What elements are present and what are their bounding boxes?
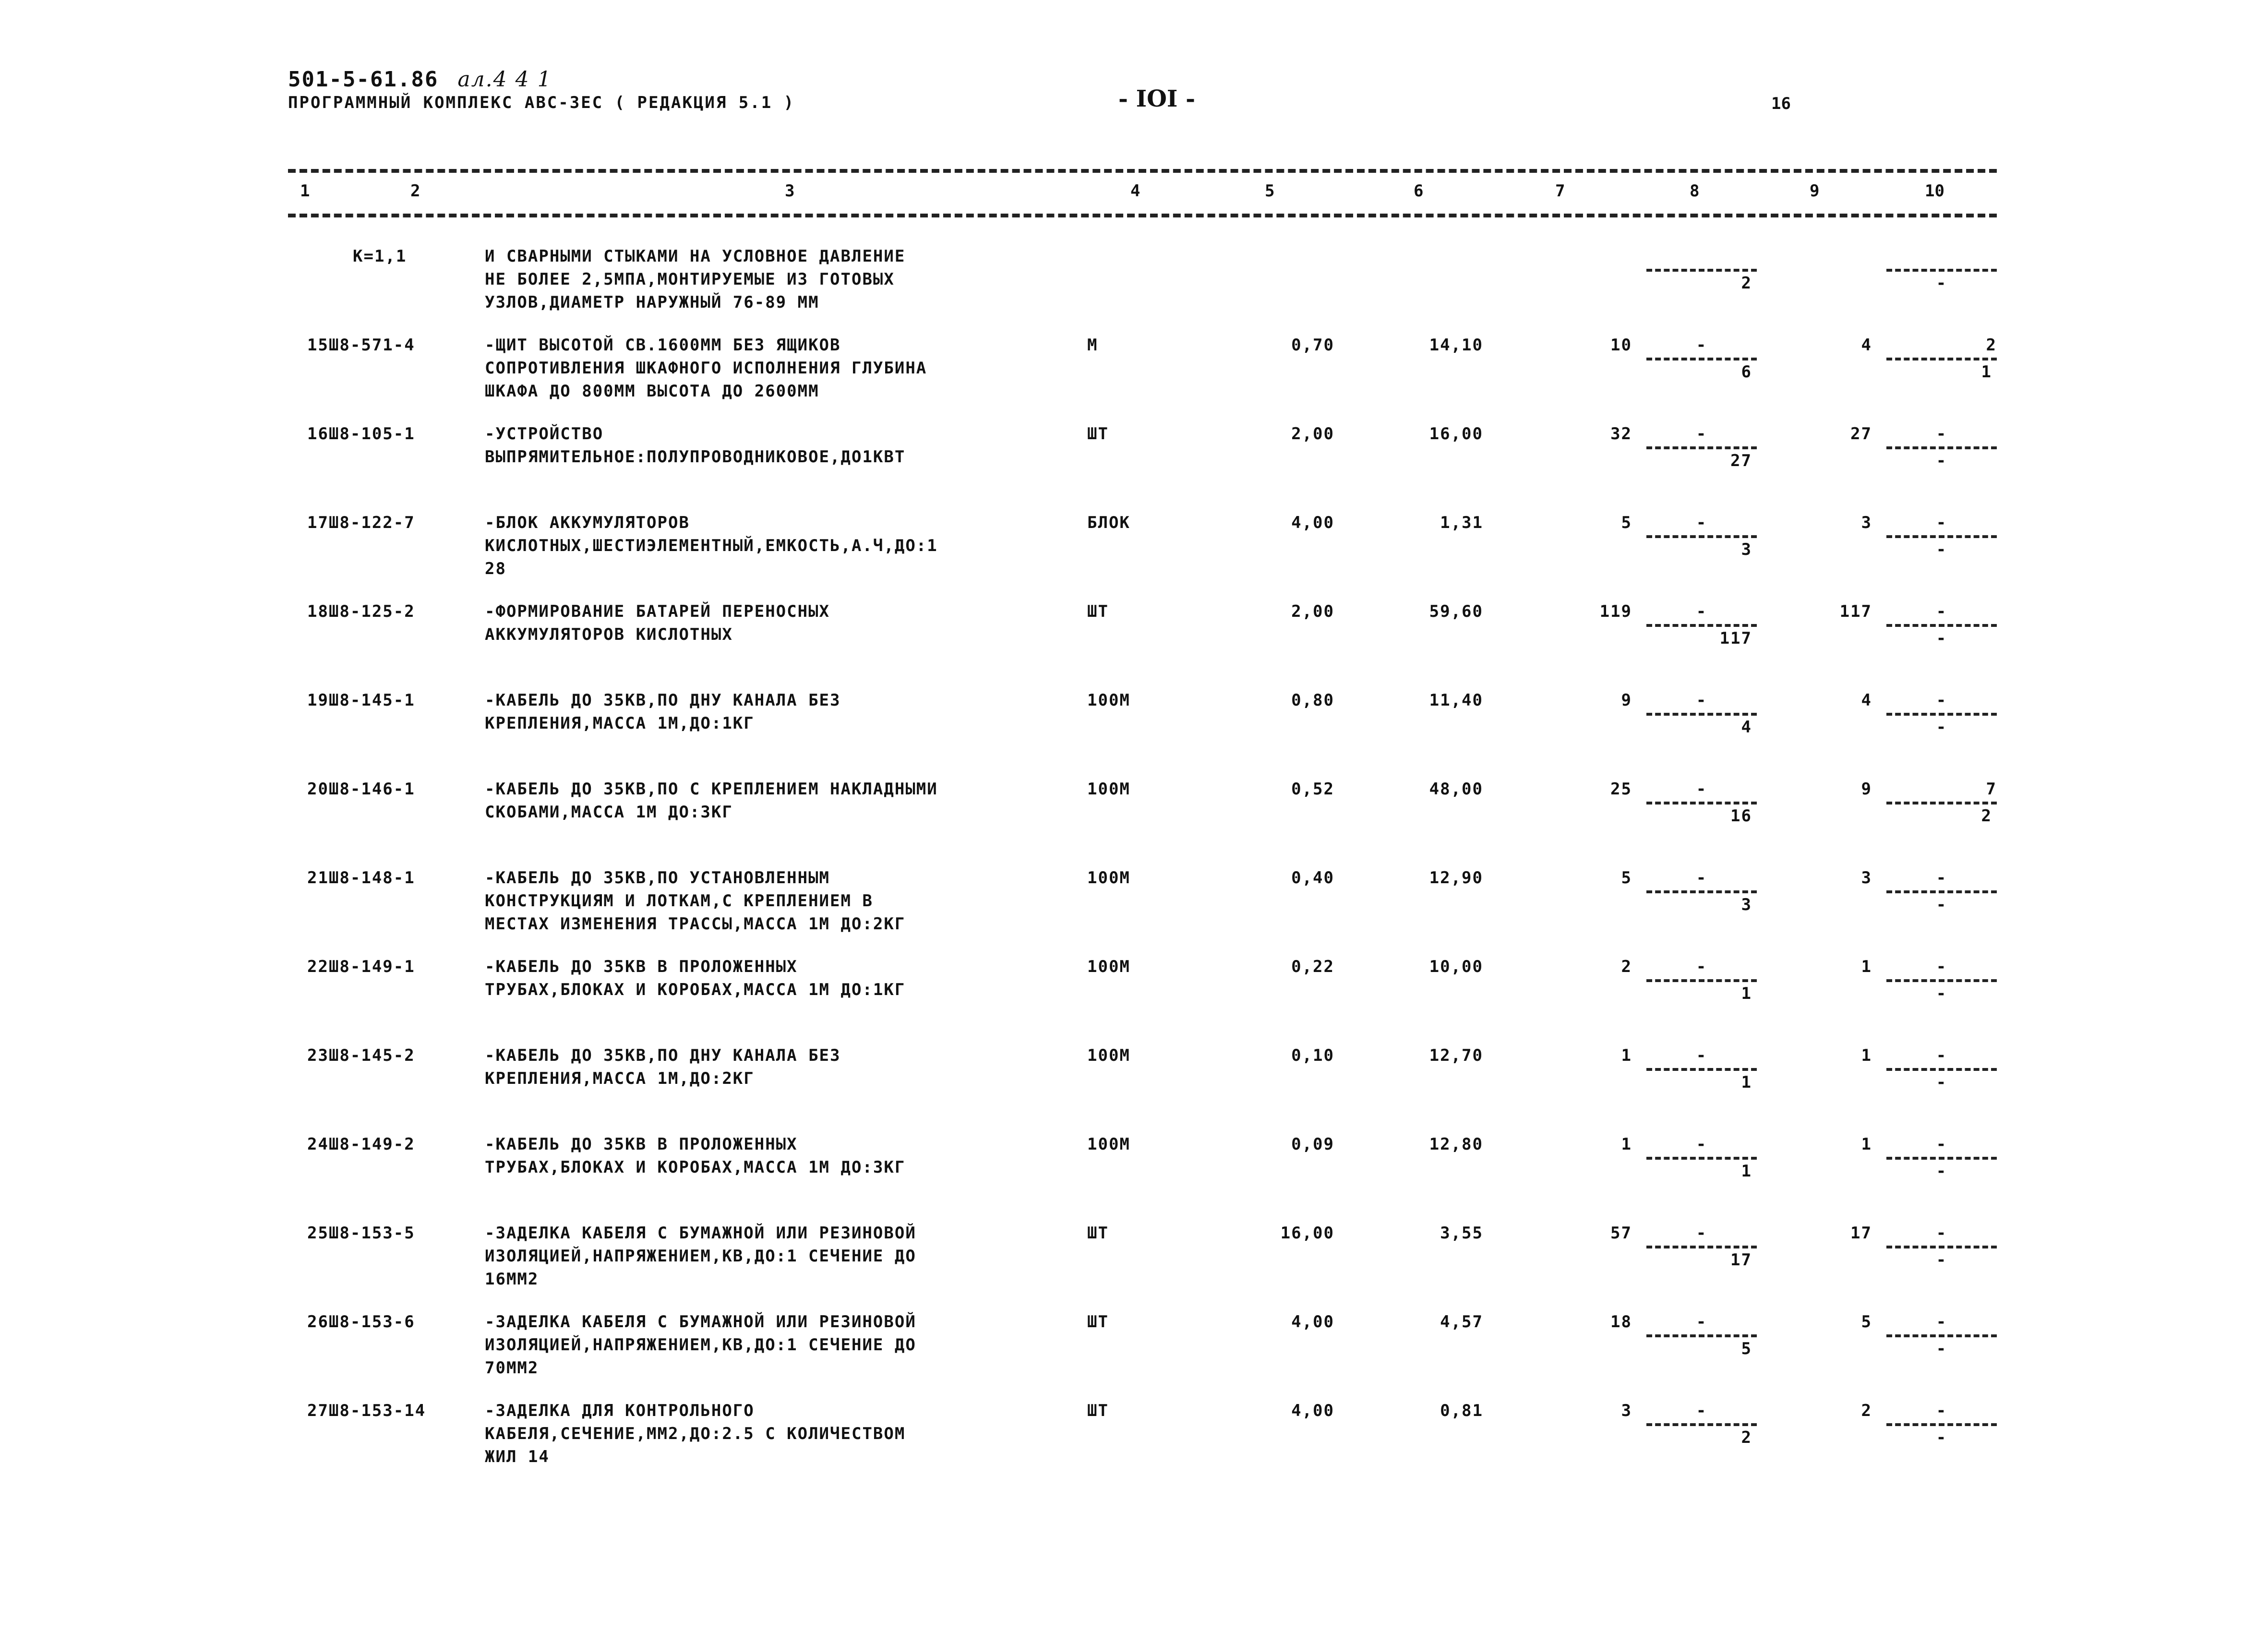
row-code: 21Ш8-148-1 <box>307 868 415 888</box>
row-unit: ШТ <box>1087 424 1109 444</box>
col-num-6: 6 <box>1414 181 1424 201</box>
col10-fraction: - - <box>1886 422 1997 470</box>
row-code: 26Ш8-153-6 <box>307 1312 415 1332</box>
row-col9: 4 <box>1861 691 1872 710</box>
col8-fraction: - 6 <box>1646 334 1757 382</box>
row-price: 3,55 <box>1440 1224 1483 1243</box>
row-total: 1 <box>1621 1135 1632 1154</box>
row-price: 59,60 <box>1429 602 1483 621</box>
row-total: 32 <box>1610 424 1632 444</box>
row-unit: 100М <box>1087 1135 1130 1154</box>
column-number-header <box>0 181 2268 205</box>
row-quantity: 4,00 <box>1291 1401 1334 1420</box>
row-description: -КАБЕЛЬ ДО 35КВ,ПО ДНУ КАНАЛА БЕЗ КРЕПЛЕНИЯ,МАССА 1М,ДО:1КГ <box>485 691 841 733</box>
row-quantity: 0,52 <box>1291 780 1334 799</box>
row-col9: 27 <box>1850 424 1872 444</box>
col10-fraction: - - <box>1886 1310 1997 1358</box>
row-total: 5 <box>1621 513 1632 532</box>
row-price: 4,57 <box>1440 1312 1483 1332</box>
col10-fraction: 2 1 <box>1886 334 1997 382</box>
row-unit: ШТ <box>1087 602 1109 621</box>
col-num-1: 1 <box>300 181 310 201</box>
row-code: 24Ш8-149-2 <box>307 1135 415 1154</box>
table-top-rule <box>288 169 1997 173</box>
row-code: 25Ш8-153-5 <box>307 1224 415 1243</box>
sheet-number: 16 <box>1771 94 1791 113</box>
row-price: 11,40 <box>1429 691 1483 710</box>
row-description: -КАБЕЛЬ ДО 35КВ В ПРОЛОЖЕННЫХ ТРУБАХ,БЛОКАХ И КОРОБАХ,МАССА 1М ДО:3КГ <box>485 1135 906 1177</box>
row-code: 27Ш8-153-14 <box>307 1401 426 1420</box>
col-num-9: 9 <box>1810 181 1820 201</box>
row-total: 57 <box>1610 1224 1632 1243</box>
col10-fraction: - - <box>1886 1399 1997 1447</box>
page-number: - IOI - <box>1118 85 1195 112</box>
col-num-5: 5 <box>1265 181 1275 201</box>
col10-fraction: - - <box>1886 1222 1997 1270</box>
col-num-7: 7 <box>1555 181 1565 201</box>
col10-fraction: - - <box>1886 600 1997 648</box>
row-quantity: 4,00 <box>1291 1312 1334 1332</box>
row-price: 0,81 <box>1440 1401 1483 1420</box>
row-description: -КАБЕЛЬ ДО 35КВ,ПО ДНУ КАНАЛА БЕЗ КРЕПЛЕНИЯ,МАССА 1М,ДО:2КГ <box>485 1046 841 1088</box>
row-unit: 100М <box>1087 868 1130 888</box>
row-description: -ЗАДЕЛКА КАБЕЛЯ С БУМАЖНОЙ ИЛИ РЕЗИНОВОЙ ИЗОЛЯЦИЕЙ,НАПРЯЖЕНИЕМ,КВ,ДО:1 СЕЧЕНИЕ ДО 70ММ2 <box>485 1312 916 1378</box>
row-price: 16,00 <box>1429 424 1483 444</box>
col8-fraction: - 5 <box>1646 1310 1757 1358</box>
col-num-8: 8 <box>1690 181 1700 201</box>
row-price: 12,80 <box>1429 1135 1483 1154</box>
col8-fraction: - 1 <box>1646 1044 1757 1092</box>
document-code-text: 501-5-61.86 <box>288 67 439 92</box>
col-num-3: 3 <box>785 181 795 201</box>
col8-fraction: - 16 <box>1646 778 1757 826</box>
row-col9: 117 <box>1839 602 1872 621</box>
row-unit: М <box>1087 336 1098 355</box>
row-col9: 1 <box>1861 1135 1872 1154</box>
row-col9: 5 <box>1861 1312 1872 1332</box>
row-description: И СВАРНЫМИ СТЫКАМИ НА УСЛОВНОЕ ДАВЛЕНИЕ НЕ БОЛЕЕ 2,5МПА,МОНТИРУЕМЫЕ ИЗ ГОТОВЫХ УЗЛОВ,ДИАМЕТР НАРУЖНЫЙ 76-89 ММ <box>485 247 906 312</box>
row-code: 23Ш8-145-2 <box>307 1046 415 1065</box>
row-col9: 3 <box>1861 513 1872 532</box>
col8-fraction: - 1 <box>1646 955 1757 1003</box>
row-description: -ЗАДЕЛКА КАБЕЛЯ С БУМАЖНОЙ ИЛИ РЕЗИНОВОЙ ИЗОЛЯЦИЕЙ,НАПРЯЖЕНИЕМ,КВ,ДО:1 СЕЧЕНИЕ ДО 16ММ2 <box>485 1224 916 1289</box>
row-col9: 1 <box>1861 957 1872 976</box>
row-price: 48,00 <box>1429 780 1483 799</box>
row-quantity: 0,22 <box>1291 957 1334 976</box>
col-num-10: 10 <box>1925 181 1944 201</box>
row-unit: ШТ <box>1087 1312 1109 1332</box>
row-quantity: 0,40 <box>1291 868 1334 888</box>
row-code: 18Ш8-125-2 <box>307 602 415 621</box>
row-quantity: 16,00 <box>1280 1224 1334 1243</box>
row-col9: 9 <box>1861 780 1872 799</box>
row-total: 2 <box>1621 957 1632 976</box>
row-code: К=1,1 <box>353 247 407 266</box>
row-quantity: 0,80 <box>1291 691 1334 710</box>
col8-fraction: - 3 <box>1646 511 1757 559</box>
row-total: 1 <box>1621 1046 1632 1065</box>
row-unit: ШТ <box>1087 1401 1109 1420</box>
row-unit: ШТ <box>1087 1224 1109 1243</box>
row-unit: 100М <box>1087 780 1130 799</box>
program-title: ПРОГРАММНЫЙ КОМПЛЕКС АВС-3ЕС ( РЕДАКЦИЯ 5.1 ) <box>288 93 795 112</box>
row-quantity: 2,00 <box>1291 602 1334 621</box>
row-quantity: 0,10 <box>1291 1046 1334 1065</box>
row-description: -ЗАДЕЛКА ДЛЯ КОНТРОЛЬНОГО КАБЕЛЯ,СЕЧЕНИЕ,ММ2,ДО:2.5 С КОЛИЧЕСТВОМ ЖИЛ 14 <box>485 1401 906 1466</box>
row-price: 12,70 <box>1429 1046 1483 1065</box>
col8-fraction: - 17 <box>1646 1222 1757 1270</box>
row-code: 16Ш8-105-1 <box>307 424 415 444</box>
col8-fraction: - 4 <box>1646 689 1757 737</box>
row-unit: 100М <box>1087 1046 1130 1065</box>
row-description: -КАБЕЛЬ ДО 35КВ,ПО УСТАНОВЛЕННЫМ КОНСТРУКЦИЯМ И ЛОТКАМ,С КРЕПЛЕНИЕМ В МЕСТАХ ИЗМЕНЕНИЯ ТРАССЫ,МАССА 1М ДО:2КГ <box>485 868 906 934</box>
col8-fraction: - 1 <box>1646 1133 1757 1181</box>
row-quantity: 2,00 <box>1291 424 1334 444</box>
row-total: 5 <box>1621 868 1632 888</box>
row-description: -КАБЕЛЬ ДО 35КВ В ПРОЛОЖЕННЫХ ТРУБАХ,БЛОКАХ И КОРОБАХ,МАССА 1М ДО:1КГ <box>485 957 906 999</box>
row-price: 14,10 <box>1429 336 1483 355</box>
row-unit: 100М <box>1087 691 1130 710</box>
row-description: -ФОРМИРОВАНИЕ БАТАРЕЙ ПЕРЕНОСНЫХ АККУМУЛЯТОРОВ КИСЛОТНЫХ <box>485 602 830 644</box>
row-total: 119 <box>1599 602 1632 621</box>
row-quantity: 0,09 <box>1291 1135 1334 1154</box>
col10-fraction: - - <box>1886 1044 1997 1092</box>
col8-fraction: 2 <box>1646 245 1757 293</box>
row-col9: 2 <box>1861 1401 1872 1420</box>
row-description: -КАБЕЛЬ ДО 35КВ,ПО С КРЕПЛЕНИЕМ НАКЛАДНЫМИ СКОБАМИ,МАССА 1М ДО:3КГ <box>485 780 938 822</box>
col10-fraction: - - <box>1886 1133 1997 1181</box>
row-total: 25 <box>1610 780 1632 799</box>
row-col9: 1 <box>1861 1046 1872 1065</box>
row-total: 3 <box>1621 1401 1632 1420</box>
col8-fraction: - 27 <box>1646 422 1757 470</box>
row-code: 19Ш8-145-1 <box>307 691 415 710</box>
row-col9: 3 <box>1861 868 1872 888</box>
row-code: 22Ш8-149-1 <box>307 957 415 976</box>
document-code <box>288 67 552 92</box>
col10-fraction: - - <box>1886 689 1997 737</box>
col8-fraction: - 2 <box>1646 1399 1757 1447</box>
col-num-2: 2 <box>410 181 420 201</box>
row-total: 18 <box>1610 1312 1632 1332</box>
row-description: -ЩИТ ВЫСОТОЙ СВ.1600ММ БЕЗ ЯЩИКОВ СОПРОТИВЛЕНИЯ ШКАФНОГО ИСПОЛНЕНИЯ ГЛУБИНА ШКАФА ДО 800ММ ВЫСОТА ДО 2600ММ <box>485 336 927 401</box>
row-code: 20Ш8-146-1 <box>307 780 415 799</box>
row-price: 10,00 <box>1429 957 1483 976</box>
row-total: 9 <box>1621 691 1632 710</box>
row-unit: БЛОК <box>1087 513 1130 532</box>
row-price: 12,90 <box>1429 868 1483 888</box>
col10-fraction: - - <box>1886 866 1997 914</box>
col10-fraction: - <box>1886 245 1997 293</box>
row-quantity: 4,00 <box>1291 513 1334 532</box>
col8-fraction: - 117 <box>1646 600 1757 648</box>
col8-fraction: - 3 <box>1646 866 1757 914</box>
row-col9: 17 <box>1850 1224 1872 1243</box>
row-col9: 4 <box>1861 336 1872 355</box>
row-unit: 100М <box>1087 957 1130 976</box>
col10-fraction: - - <box>1886 511 1997 559</box>
row-code: 17Ш8-122-7 <box>307 513 415 532</box>
row-description: -УСТРОЙСТВО ВЫПРЯМИТЕЛЬНОЕ:ПОЛУПРОВОДНИКОВОЕ,ДО1КВТ <box>485 424 906 467</box>
col-num-4: 4 <box>1130 181 1140 201</box>
row-code: 15Ш8-571-4 <box>307 336 415 355</box>
row-description: -БЛОК АККУМУЛЯТОРОВ КИСЛОТНЫХ,ШЕСТИЭЛЕМЕНТНЫЙ,ЕМКОСТЬ,А.Ч,ДО:1 28 <box>485 513 938 578</box>
row-price: 1,31 <box>1440 513 1483 532</box>
col10-fraction: - - <box>1886 955 1997 1003</box>
col10-fraction: 7 2 <box>1886 778 1997 826</box>
table-header-rule <box>288 214 1997 217</box>
handwritten-note: ал.4 4 1 <box>457 67 552 92</box>
row-quantity: 0,70 <box>1291 336 1334 355</box>
row-total: 10 <box>1610 336 1632 355</box>
